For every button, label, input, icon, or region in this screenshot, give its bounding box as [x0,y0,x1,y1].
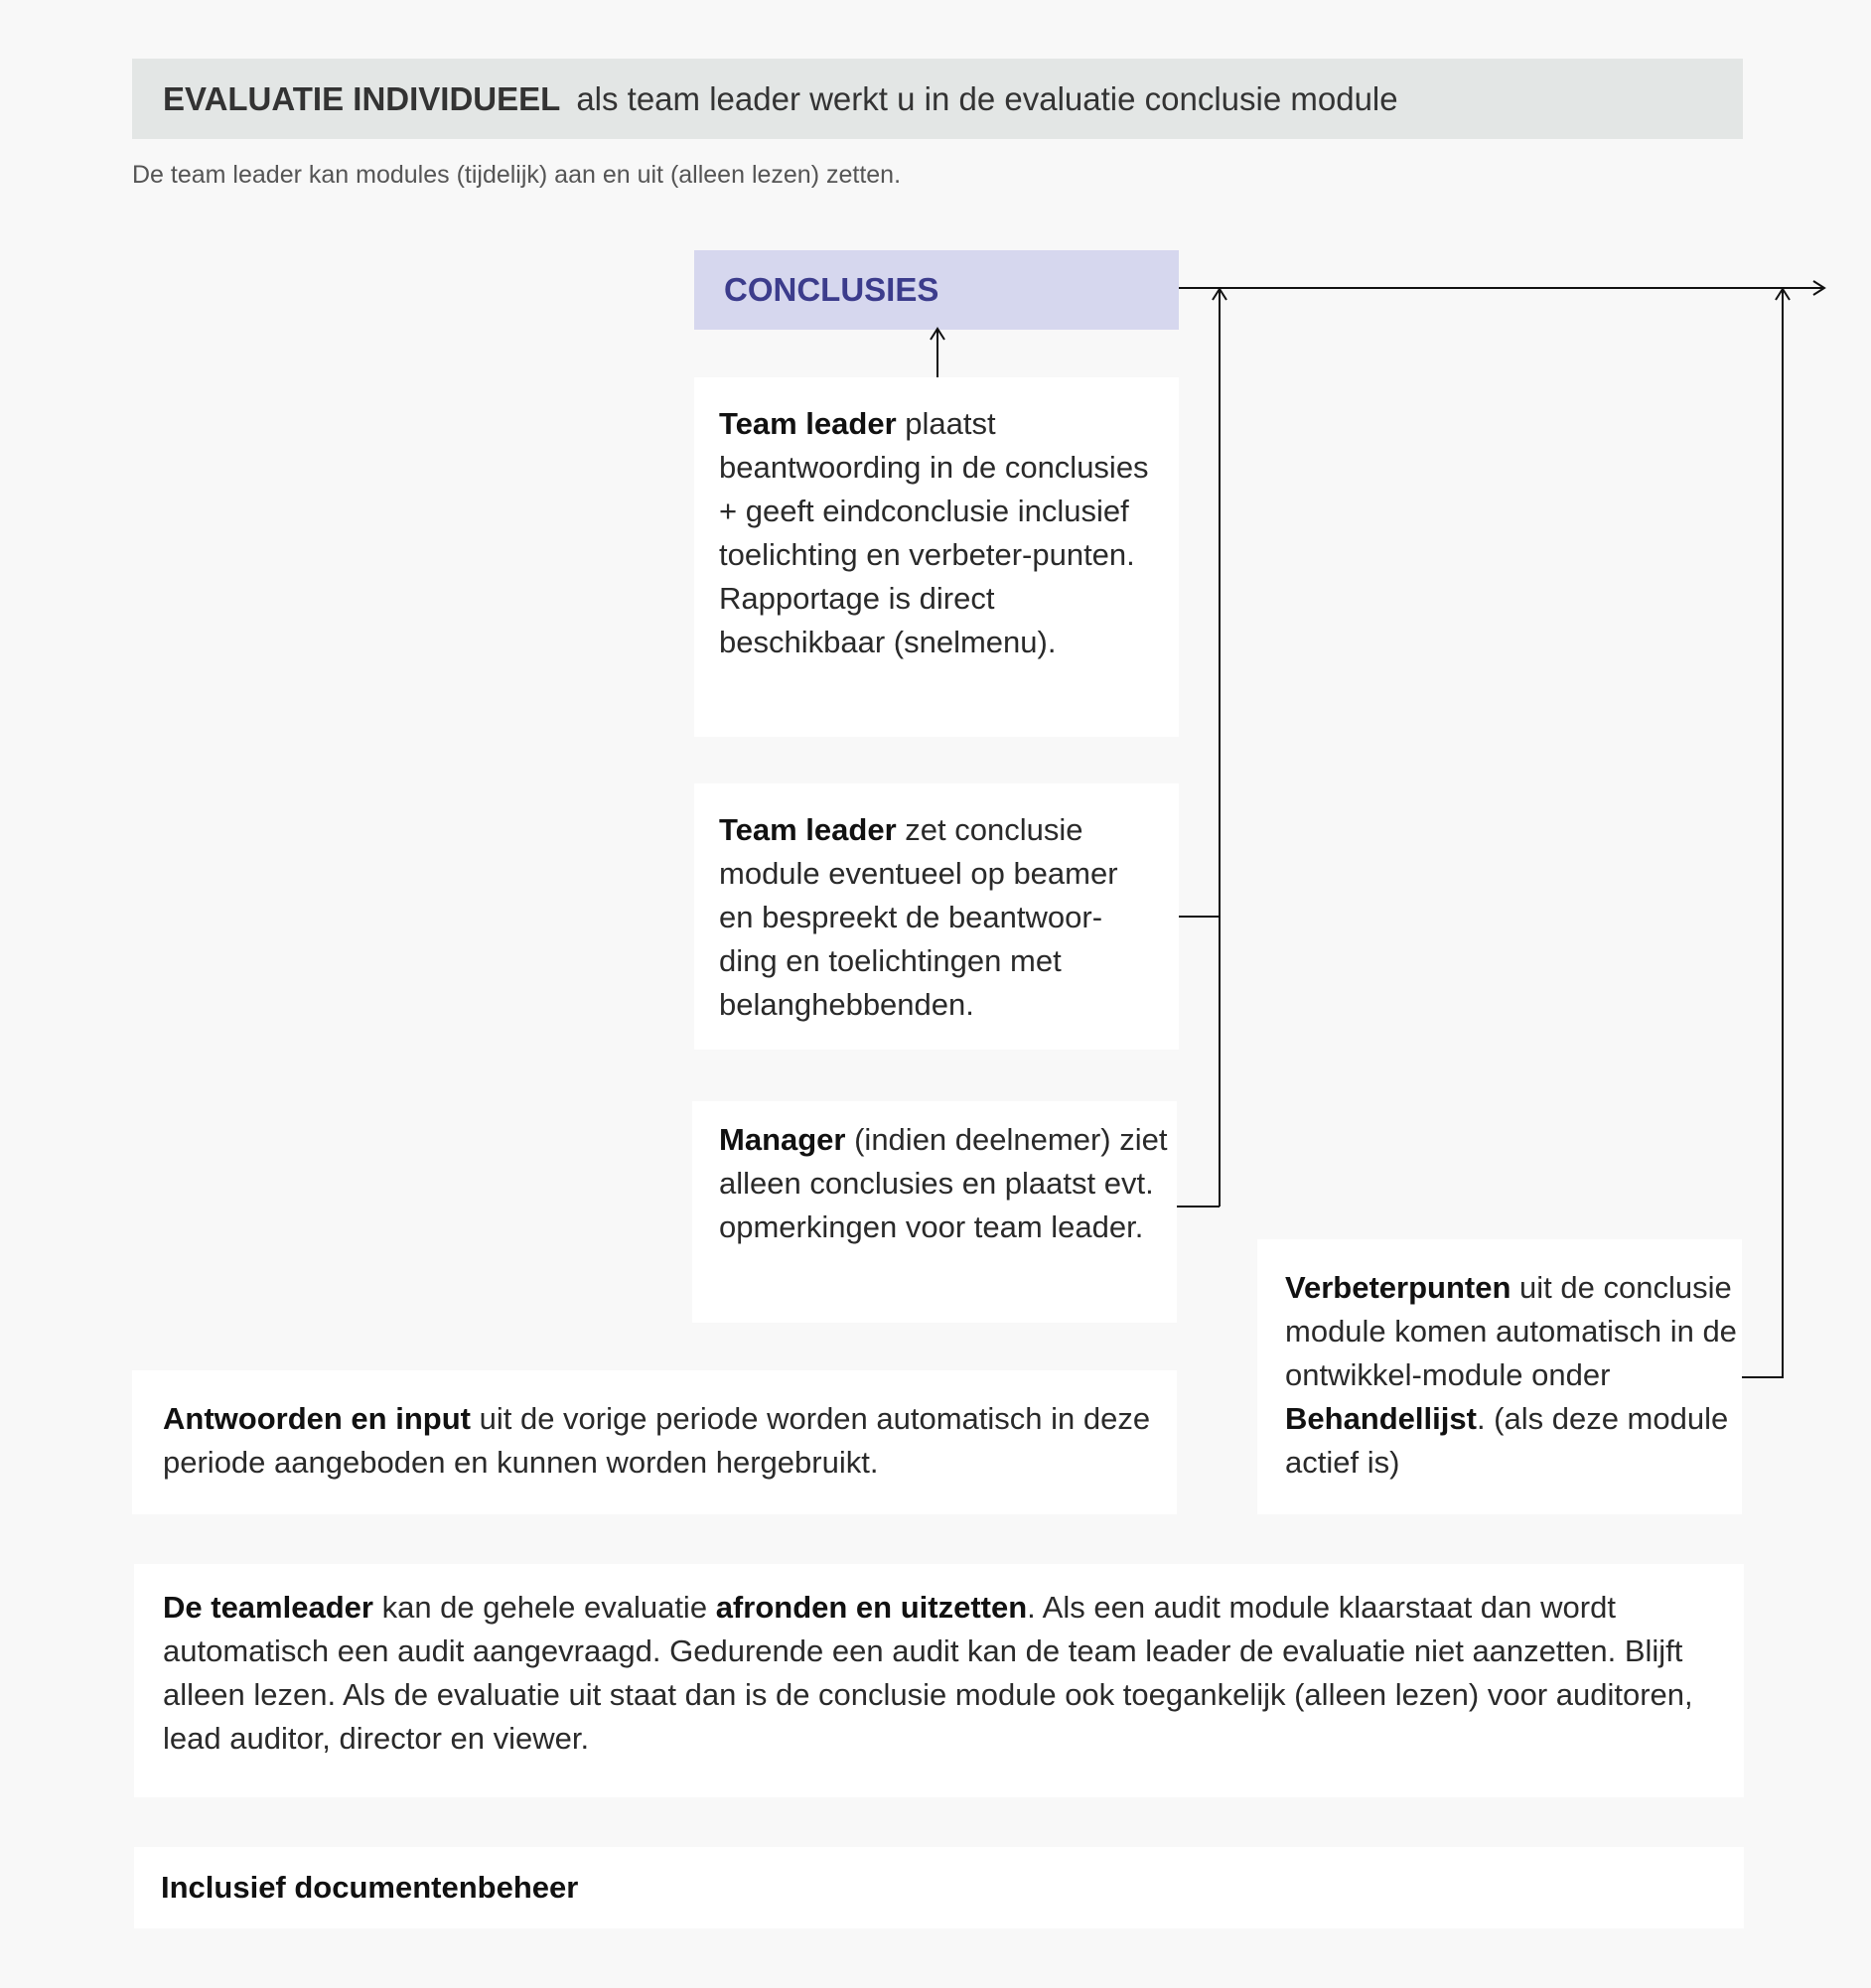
box-teamleader-afronden-bold-2: afronden en uitzetten [715,1590,1028,1625]
header-subtitle: als team leader werkt u in de evaluatie conclusie module [576,79,1398,117]
box-teamleader-afronden-text-2: . Als een audit module klaarstaat dan wordt automatisch een audit aangevraagd. Gedurende een audit kan de team leader de evaluatie niet aanzetten. Blijft alleen lezen. Als de evaluatie uit staat dan is de conclusie module ook toegankelijk (alleen lezen) voor auditoren, lead auditor, director en viewer. [163,1590,1693,1756]
box-team-leader-plaatst-bold: Team leader [719,406,897,441]
intro-text: De team leader kan modules (tijdelijk) aan en uit (alleen lezen) zetten. [132,161,902,189]
box-team-leader-beamer-bold: Team leader [719,812,897,847]
box-verbeterpunten-bold: Verbeterpunten [1285,1270,1511,1305]
box-manager-bold: Manager [719,1122,846,1157]
box-verbeterpunten-bold-2: Behandellijst [1285,1401,1477,1436]
box-verbeterpunten-text-2: . (als deze module actief is) [1285,1401,1729,1480]
connector-verbeterpunten-to-top [1742,289,1783,1377]
box-teamleader-afronden-text-1: kan de gehele evaluatie [381,1590,708,1625]
box-manager-text: (indien deelnemer) ziet alleen conclusies en plaatst evt. opmerkingen voor team leader. [719,1122,1168,1244]
box-team-leader-plaatst-text: plaatst beantwoording in de conclusies + geeft eindconclusie inclusief toelichting en verbeter-punten. Rapportage is direct beschikbaar (snelmenu). [719,406,1149,659]
header-title: EVALUATIE INDIVIDUEEL [163,79,561,117]
footer-label: Inclusief documentenbeheer [161,1870,579,1905]
box-verbeterpunten-text-1: uit de conclusie module komen automatisch in de ontwikkel-module onder [1285,1270,1737,1392]
box-teamleader-afronden-bold-1: De teamleader [163,1590,373,1625]
box-antwoorden-text: uit de vorige periode worden automatisch in deze periode aangeboden en kunnen worden hergebruikt. [163,1401,1151,1480]
box-antwoorden-bold: Antwoorden en input [163,1401,471,1436]
conclusies-label: CONCLUSIES [724,271,939,308]
box-team-leader-beamer-text: zet conclusie module eventueel op beamer en bespreekt de beantwoor-ding en toelichtingen met belanghebbenden. [719,812,1118,1022]
